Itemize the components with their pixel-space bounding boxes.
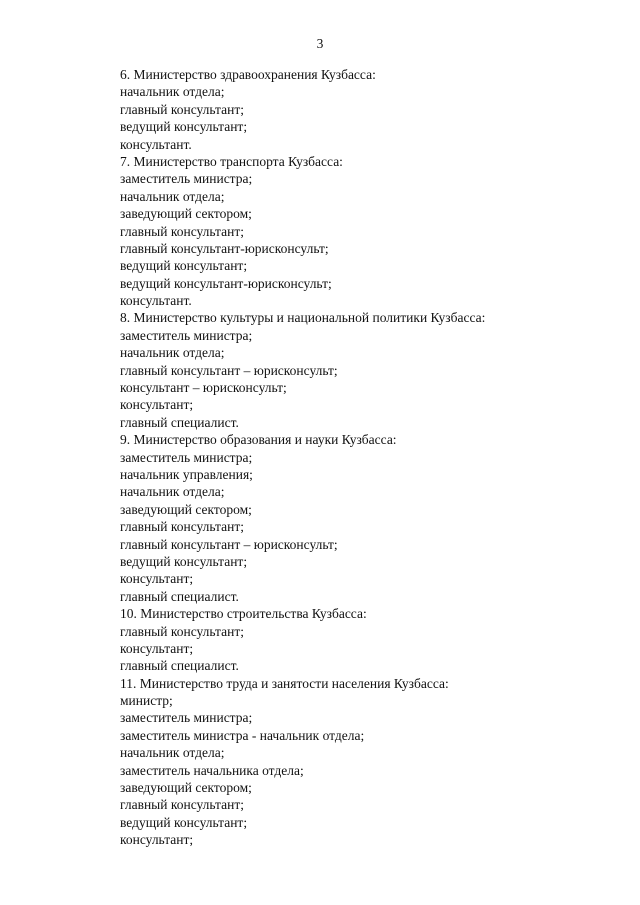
position-item: ведущий консультант;	[120, 119, 248, 135]
position-item: главный специалист.	[120, 414, 239, 430]
page-number: 3	[316, 36, 324, 51]
position-item: консультант;	[120, 571, 194, 587]
position-item: начальник отдела;	[120, 745, 225, 761]
position-item: главный консультант;	[120, 519, 244, 535]
position-item: заведующий сектором;	[120, 501, 252, 517]
position-item: консультант.	[120, 293, 192, 309]
section-10	[120, 605, 600, 675]
position-item: главный консультант – юрисконсульт;	[120, 536, 338, 552]
position-item: заместитель министра;	[120, 327, 253, 343]
position-item: консультант.	[120, 136, 192, 152]
position-item: консультант;	[120, 832, 194, 848]
section-heading: 10. Министерство строительства Кузбасса:	[120, 606, 367, 622]
section-heading: 11. Министерство труда и занятости населения Кузбасса:	[120, 675, 449, 691]
position-item: консультант;	[120, 640, 194, 656]
section-7	[120, 153, 600, 310]
position-item: заместитель министра - начальник отдела;	[120, 727, 365, 743]
position-item: начальник отдела;	[120, 484, 225, 500]
section-heading: 7. Министерство транспорта Кузбасса:	[120, 153, 343, 169]
position-item: ведущий консультант;	[120, 814, 248, 830]
section-9	[120, 431, 600, 605]
position-item: главный консультант;	[120, 223, 244, 239]
position-item: главный консультант-юрисконсульт;	[120, 240, 329, 256]
section-heading: 8. Министерство культуры и национальной политики Кузбасса:	[120, 310, 486, 326]
position-item: ведущий консультант-юрисконсульт;	[120, 275, 332, 291]
position-item: консультант – юрисконсульт;	[120, 380, 287, 396]
position-item: главный консультант;	[120, 101, 244, 117]
section-8	[120, 309, 600, 431]
position-item: главный консультант;	[120, 623, 244, 639]
position-item: консультант;	[120, 397, 194, 413]
document-body	[120, 66, 600, 849]
section-heading: 9. Министерство образования и науки Кузбасса:	[120, 432, 397, 448]
section-heading: 6. Министерство здравоохранения Кузбасса:	[120, 67, 376, 82]
position-item: главный консультант – юрисконсульт;	[120, 362, 338, 378]
position-item: заместитель начальника отдела;	[120, 762, 304, 778]
position-item: начальник отдела;	[120, 345, 225, 361]
position-item: министр;	[120, 693, 173, 709]
position-item: начальник управления;	[120, 466, 253, 482]
position-item: заведующий сектором;	[120, 780, 252, 796]
position-item: начальник отдела;	[120, 84, 225, 100]
position-item: ведущий консультант;	[120, 553, 248, 569]
position-item: начальник отдела;	[120, 188, 225, 204]
position-item: главный специалист.	[120, 658, 239, 674]
position-item: заместитель министра;	[120, 171, 253, 187]
position-item: главный консультант;	[120, 797, 244, 813]
position-item: заместитель министра;	[120, 449, 253, 465]
section-11	[120, 675, 600, 849]
position-item: заведующий сектором;	[120, 206, 252, 222]
position-item: ведущий консультант;	[120, 258, 248, 274]
section-6	[120, 66, 600, 153]
position-item: заместитель министра;	[120, 710, 253, 726]
position-item: главный специалист.	[120, 588, 239, 604]
